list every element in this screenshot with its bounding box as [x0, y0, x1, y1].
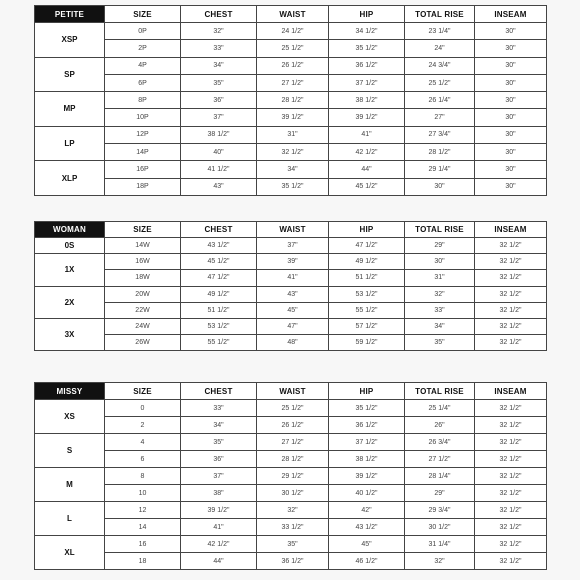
- waist-cell: 33 1/2": [257, 519, 329, 536]
- waist-cell: 27 1/2": [257, 434, 329, 451]
- total-rise-cell: 24": [405, 40, 475, 57]
- inseam-cell: 32 1/2": [475, 553, 547, 570]
- size-cell: 12P: [105, 126, 181, 143]
- category-header: PETITE: [35, 6, 105, 23]
- hip-cell: 36 1/2": [329, 417, 405, 434]
- total-rise-cell: 27 3/4": [405, 126, 475, 143]
- waist-cell: 24 1/2": [257, 23, 329, 40]
- hip-cell: 37 1/2": [329, 434, 405, 451]
- size-group-label: XSP: [35, 23, 105, 58]
- column-header-hip: HIP: [329, 222, 405, 238]
- inseam-cell: 32 1/2": [475, 485, 547, 502]
- chest-cell: 41": [181, 519, 257, 536]
- petite-size-table: [34, 5, 547, 196]
- size-group-label: XL: [35, 536, 105, 570]
- chest-cell: 40": [181, 144, 257, 161]
- size-cell: 2P: [105, 40, 181, 57]
- chest-cell: 32": [181, 23, 257, 40]
- size-cell: 20W: [105, 286, 181, 302]
- waist-cell: 26 1/2": [257, 57, 329, 74]
- total-rise-cell: 30": [405, 178, 475, 195]
- hip-cell: 42": [329, 502, 405, 519]
- waist-cell: 39 1/2": [257, 109, 329, 126]
- size-cell: 18: [105, 553, 181, 570]
- waist-cell: 29 1/2": [257, 468, 329, 485]
- size-cell: 16: [105, 536, 181, 553]
- inseam-cell: 32 1/2": [475, 238, 547, 254]
- hip-cell: 44": [329, 161, 405, 178]
- waist-cell: 39": [257, 254, 329, 270]
- size-cell: 6P: [105, 74, 181, 91]
- waist-cell: 41": [257, 270, 329, 286]
- size-cell: 16W: [105, 254, 181, 270]
- chest-cell: 42 1/2": [181, 536, 257, 553]
- table-row: [35, 92, 547, 109]
- category-header: MISSY: [35, 383, 105, 400]
- waist-cell: 26 1/2": [257, 417, 329, 434]
- table-row: [35, 161, 547, 178]
- chest-cell: 45 1/2": [181, 254, 257, 270]
- missy-size-table: [34, 382, 547, 570]
- inseam-cell: 32 1/2": [475, 451, 547, 468]
- inseam-cell: 30": [475, 23, 547, 40]
- size-cell: 8: [105, 468, 181, 485]
- hip-cell: 55 1/2": [329, 302, 405, 318]
- column-header-inseam: INSEAM: [475, 383, 547, 400]
- inseam-cell: 30": [475, 74, 547, 91]
- hip-cell: 39 1/2": [329, 468, 405, 485]
- chest-cell: 43 1/2": [181, 238, 257, 254]
- waist-cell: 37": [257, 238, 329, 254]
- hip-cell: 59 1/2": [329, 335, 405, 351]
- size-cell: 16P: [105, 161, 181, 178]
- table-row: [35, 553, 547, 570]
- waist-cell: 47": [257, 318, 329, 334]
- size-group-label: XLP: [35, 161, 105, 196]
- waist-cell: 31": [257, 126, 329, 143]
- chest-cell: 41 1/2": [181, 161, 257, 178]
- size-cell: 8P: [105, 92, 181, 109]
- waist-cell: 27 1/2": [257, 74, 329, 91]
- inseam-cell: 30": [475, 57, 547, 74]
- total-rise-cell: 33": [405, 302, 475, 318]
- inseam-cell: 32 1/2": [475, 335, 547, 351]
- table-row: [35, 286, 547, 302]
- chest-cell: 34": [181, 57, 257, 74]
- hip-cell: 39 1/2": [329, 109, 405, 126]
- column-header-total-rise: TOTAL RISE: [405, 383, 475, 400]
- size-group-label: LP: [35, 126, 105, 161]
- waist-cell: 25 1/2": [257, 40, 329, 57]
- inseam-cell: 30": [475, 92, 547, 109]
- size-cell: 10: [105, 485, 181, 502]
- total-rise-cell: 26 3/4": [405, 434, 475, 451]
- total-rise-cell: 34": [405, 318, 475, 334]
- table-row: [35, 502, 547, 519]
- size-table: [34, 221, 547, 351]
- hip-cell: 36 1/2": [329, 57, 405, 74]
- header-row: [35, 383, 547, 400]
- column-header-size: SIZE: [105, 6, 181, 23]
- waist-cell: 25 1/2": [257, 400, 329, 417]
- chest-cell: 36": [181, 451, 257, 468]
- size-table: [34, 382, 547, 570]
- size-group-label: 1X: [35, 254, 105, 286]
- hip-cell: 46 1/2": [329, 553, 405, 570]
- size-group-label: 3X: [35, 318, 105, 350]
- table-row: [35, 23, 547, 40]
- column-header-total-rise: TOTAL RISE: [405, 222, 475, 238]
- size-cell: 18P: [105, 178, 181, 195]
- size-cell: 24W: [105, 318, 181, 334]
- inseam-cell: 32 1/2": [475, 434, 547, 451]
- hip-cell: 42 1/2": [329, 144, 405, 161]
- total-rise-cell: 26": [405, 417, 475, 434]
- column-header-total-rise: TOTAL RISE: [405, 6, 475, 23]
- table-row: [35, 178, 547, 195]
- size-cell: 0: [105, 400, 181, 417]
- total-rise-cell: 25 1/4": [405, 400, 475, 417]
- total-rise-cell: 27": [405, 109, 475, 126]
- table-row: [35, 254, 547, 270]
- waist-cell: 45": [257, 302, 329, 318]
- size-cell: 0P: [105, 23, 181, 40]
- total-rise-cell: 31 1/4": [405, 536, 475, 553]
- waist-cell: 30 1/2": [257, 485, 329, 502]
- chest-cell: 33": [181, 40, 257, 57]
- size-group-label: MP: [35, 92, 105, 127]
- column-header-waist: WAIST: [257, 222, 329, 238]
- inseam-cell: 32 1/2": [475, 400, 547, 417]
- size-cell: 12: [105, 502, 181, 519]
- total-rise-cell: 25 1/2": [405, 74, 475, 91]
- inseam-cell: 32 1/2": [475, 254, 547, 270]
- inseam-cell: 32 1/2": [475, 536, 547, 553]
- inseam-cell: 32 1/2": [475, 286, 547, 302]
- size-group-label: S: [35, 434, 105, 468]
- inseam-cell: 32 1/2": [475, 468, 547, 485]
- chest-cell: 37": [181, 109, 257, 126]
- hip-cell: 49 1/2": [329, 254, 405, 270]
- chest-cell: 53 1/2": [181, 318, 257, 334]
- table-row: [35, 109, 547, 126]
- chest-cell: 39 1/2": [181, 502, 257, 519]
- inseam-cell: 30": [475, 40, 547, 57]
- size-group-label: 2X: [35, 286, 105, 318]
- total-rise-cell: 32": [405, 286, 475, 302]
- total-rise-cell: 31": [405, 270, 475, 286]
- table-row: [35, 434, 547, 451]
- inseam-cell: 32 1/2": [475, 519, 547, 536]
- size-cell: 14P: [105, 144, 181, 161]
- hip-cell: 45 1/2": [329, 178, 405, 195]
- total-rise-cell: 29 1/4": [405, 161, 475, 178]
- hip-cell: 41": [329, 126, 405, 143]
- column-header-size: SIZE: [105, 383, 181, 400]
- column-header-chest: CHEST: [181, 222, 257, 238]
- category-header: WOMAN: [35, 222, 105, 238]
- table-row: [35, 519, 547, 536]
- chest-cell: 34": [181, 417, 257, 434]
- table-row: [35, 74, 547, 91]
- table-row: [35, 270, 547, 286]
- chest-cell: 47 1/2": [181, 270, 257, 286]
- header-row: [35, 222, 547, 238]
- hip-cell: 45": [329, 536, 405, 553]
- waist-cell: 32 1/2": [257, 144, 329, 161]
- table-row: [35, 126, 547, 143]
- total-rise-cell: 29 3/4": [405, 502, 475, 519]
- hip-cell: 57 1/2": [329, 318, 405, 334]
- inseam-cell: 30": [475, 126, 547, 143]
- column-header-waist: WAIST: [257, 383, 329, 400]
- table-row: [35, 485, 547, 502]
- chest-cell: 51 1/2": [181, 302, 257, 318]
- table-row: [35, 468, 547, 485]
- waist-cell: 32": [257, 502, 329, 519]
- total-rise-cell: 23 1/4": [405, 23, 475, 40]
- size-group-label: M: [35, 468, 105, 502]
- table-row: [35, 451, 547, 468]
- chest-cell: 55 1/2": [181, 335, 257, 351]
- column-header-inseam: INSEAM: [475, 6, 547, 23]
- hip-cell: 35 1/2": [329, 40, 405, 57]
- size-cell: 22W: [105, 302, 181, 318]
- inseam-cell: 32 1/2": [475, 318, 547, 334]
- total-rise-cell: 29": [405, 485, 475, 502]
- size-table: [34, 5, 547, 196]
- size-cell: 6: [105, 451, 181, 468]
- header-row: [35, 6, 547, 23]
- size-group-label: L: [35, 502, 105, 536]
- hip-cell: 37 1/2": [329, 74, 405, 91]
- table-row: [35, 57, 547, 74]
- total-rise-cell: 30": [405, 254, 475, 270]
- table-row: [35, 40, 547, 57]
- chest-cell: 33": [181, 400, 257, 417]
- inseam-cell: 30": [475, 109, 547, 126]
- total-rise-cell: 27 1/2": [405, 451, 475, 468]
- hip-cell: 40 1/2": [329, 485, 405, 502]
- chest-cell: 43": [181, 178, 257, 195]
- waist-cell: 35": [257, 536, 329, 553]
- total-rise-cell: 26 1/4": [405, 92, 475, 109]
- inseam-cell: 32 1/2": [475, 270, 547, 286]
- size-cell: 26W: [105, 335, 181, 351]
- column-header-inseam: INSEAM: [475, 222, 547, 238]
- hip-cell: 51 1/2": [329, 270, 405, 286]
- size-cell: 4: [105, 434, 181, 451]
- chest-cell: 49 1/2": [181, 286, 257, 302]
- hip-cell: 43 1/2": [329, 519, 405, 536]
- chest-cell: 44": [181, 553, 257, 570]
- table-row: [35, 536, 547, 553]
- table-row: [35, 318, 547, 334]
- size-cell: 14W: [105, 238, 181, 254]
- waist-cell: 48": [257, 335, 329, 351]
- size-cell: 2: [105, 417, 181, 434]
- chest-cell: 35": [181, 74, 257, 91]
- table-row: [35, 417, 547, 434]
- total-rise-cell: 24 3/4": [405, 57, 475, 74]
- size-cell: 10P: [105, 109, 181, 126]
- table-row: [35, 400, 547, 417]
- inseam-cell: 30": [475, 144, 547, 161]
- total-rise-cell: 28 1/2": [405, 144, 475, 161]
- size-cell: 4P: [105, 57, 181, 74]
- woman-size-table: [34, 221, 547, 351]
- hip-cell: 38 1/2": [329, 451, 405, 468]
- table-row: [35, 302, 547, 318]
- waist-cell: 35 1/2": [257, 178, 329, 195]
- total-rise-cell: 32": [405, 553, 475, 570]
- total-rise-cell: 28 1/4": [405, 468, 475, 485]
- table-row: [35, 144, 547, 161]
- inseam-cell: 30": [475, 161, 547, 178]
- column-header-size: SIZE: [105, 222, 181, 238]
- hip-cell: 53 1/2": [329, 286, 405, 302]
- column-header-hip: HIP: [329, 383, 405, 400]
- hip-cell: 38 1/2": [329, 92, 405, 109]
- waist-cell: 36 1/2": [257, 553, 329, 570]
- chest-cell: 35": [181, 434, 257, 451]
- hip-cell: 34 1/2": [329, 23, 405, 40]
- size-cell: 14: [105, 519, 181, 536]
- size-group-label: 0S: [35, 238, 105, 254]
- table-row: [35, 238, 547, 254]
- column-header-chest: CHEST: [181, 6, 257, 23]
- total-rise-cell: 35": [405, 335, 475, 351]
- inseam-cell: 32 1/2": [475, 502, 547, 519]
- column-header-hip: HIP: [329, 6, 405, 23]
- waist-cell: 28 1/2": [257, 92, 329, 109]
- chest-cell: 36": [181, 92, 257, 109]
- chest-cell: 38": [181, 485, 257, 502]
- size-group-label: SP: [35, 57, 105, 92]
- size-cell: 18W: [105, 270, 181, 286]
- table-row: [35, 335, 547, 351]
- waist-cell: 28 1/2": [257, 451, 329, 468]
- waist-cell: 34": [257, 161, 329, 178]
- inseam-cell: 32 1/2": [475, 302, 547, 318]
- hip-cell: 35 1/2": [329, 400, 405, 417]
- inseam-cell: 32 1/2": [475, 417, 547, 434]
- total-rise-cell: 29": [405, 238, 475, 254]
- total-rise-cell: 30 1/2": [405, 519, 475, 536]
- hip-cell: 47 1/2": [329, 238, 405, 254]
- inseam-cell: 30": [475, 178, 547, 195]
- column-header-waist: WAIST: [257, 6, 329, 23]
- column-header-chest: CHEST: [181, 383, 257, 400]
- size-group-label: XS: [35, 400, 105, 434]
- chest-cell: 38 1/2": [181, 126, 257, 143]
- waist-cell: 43": [257, 286, 329, 302]
- chest-cell: 37": [181, 468, 257, 485]
